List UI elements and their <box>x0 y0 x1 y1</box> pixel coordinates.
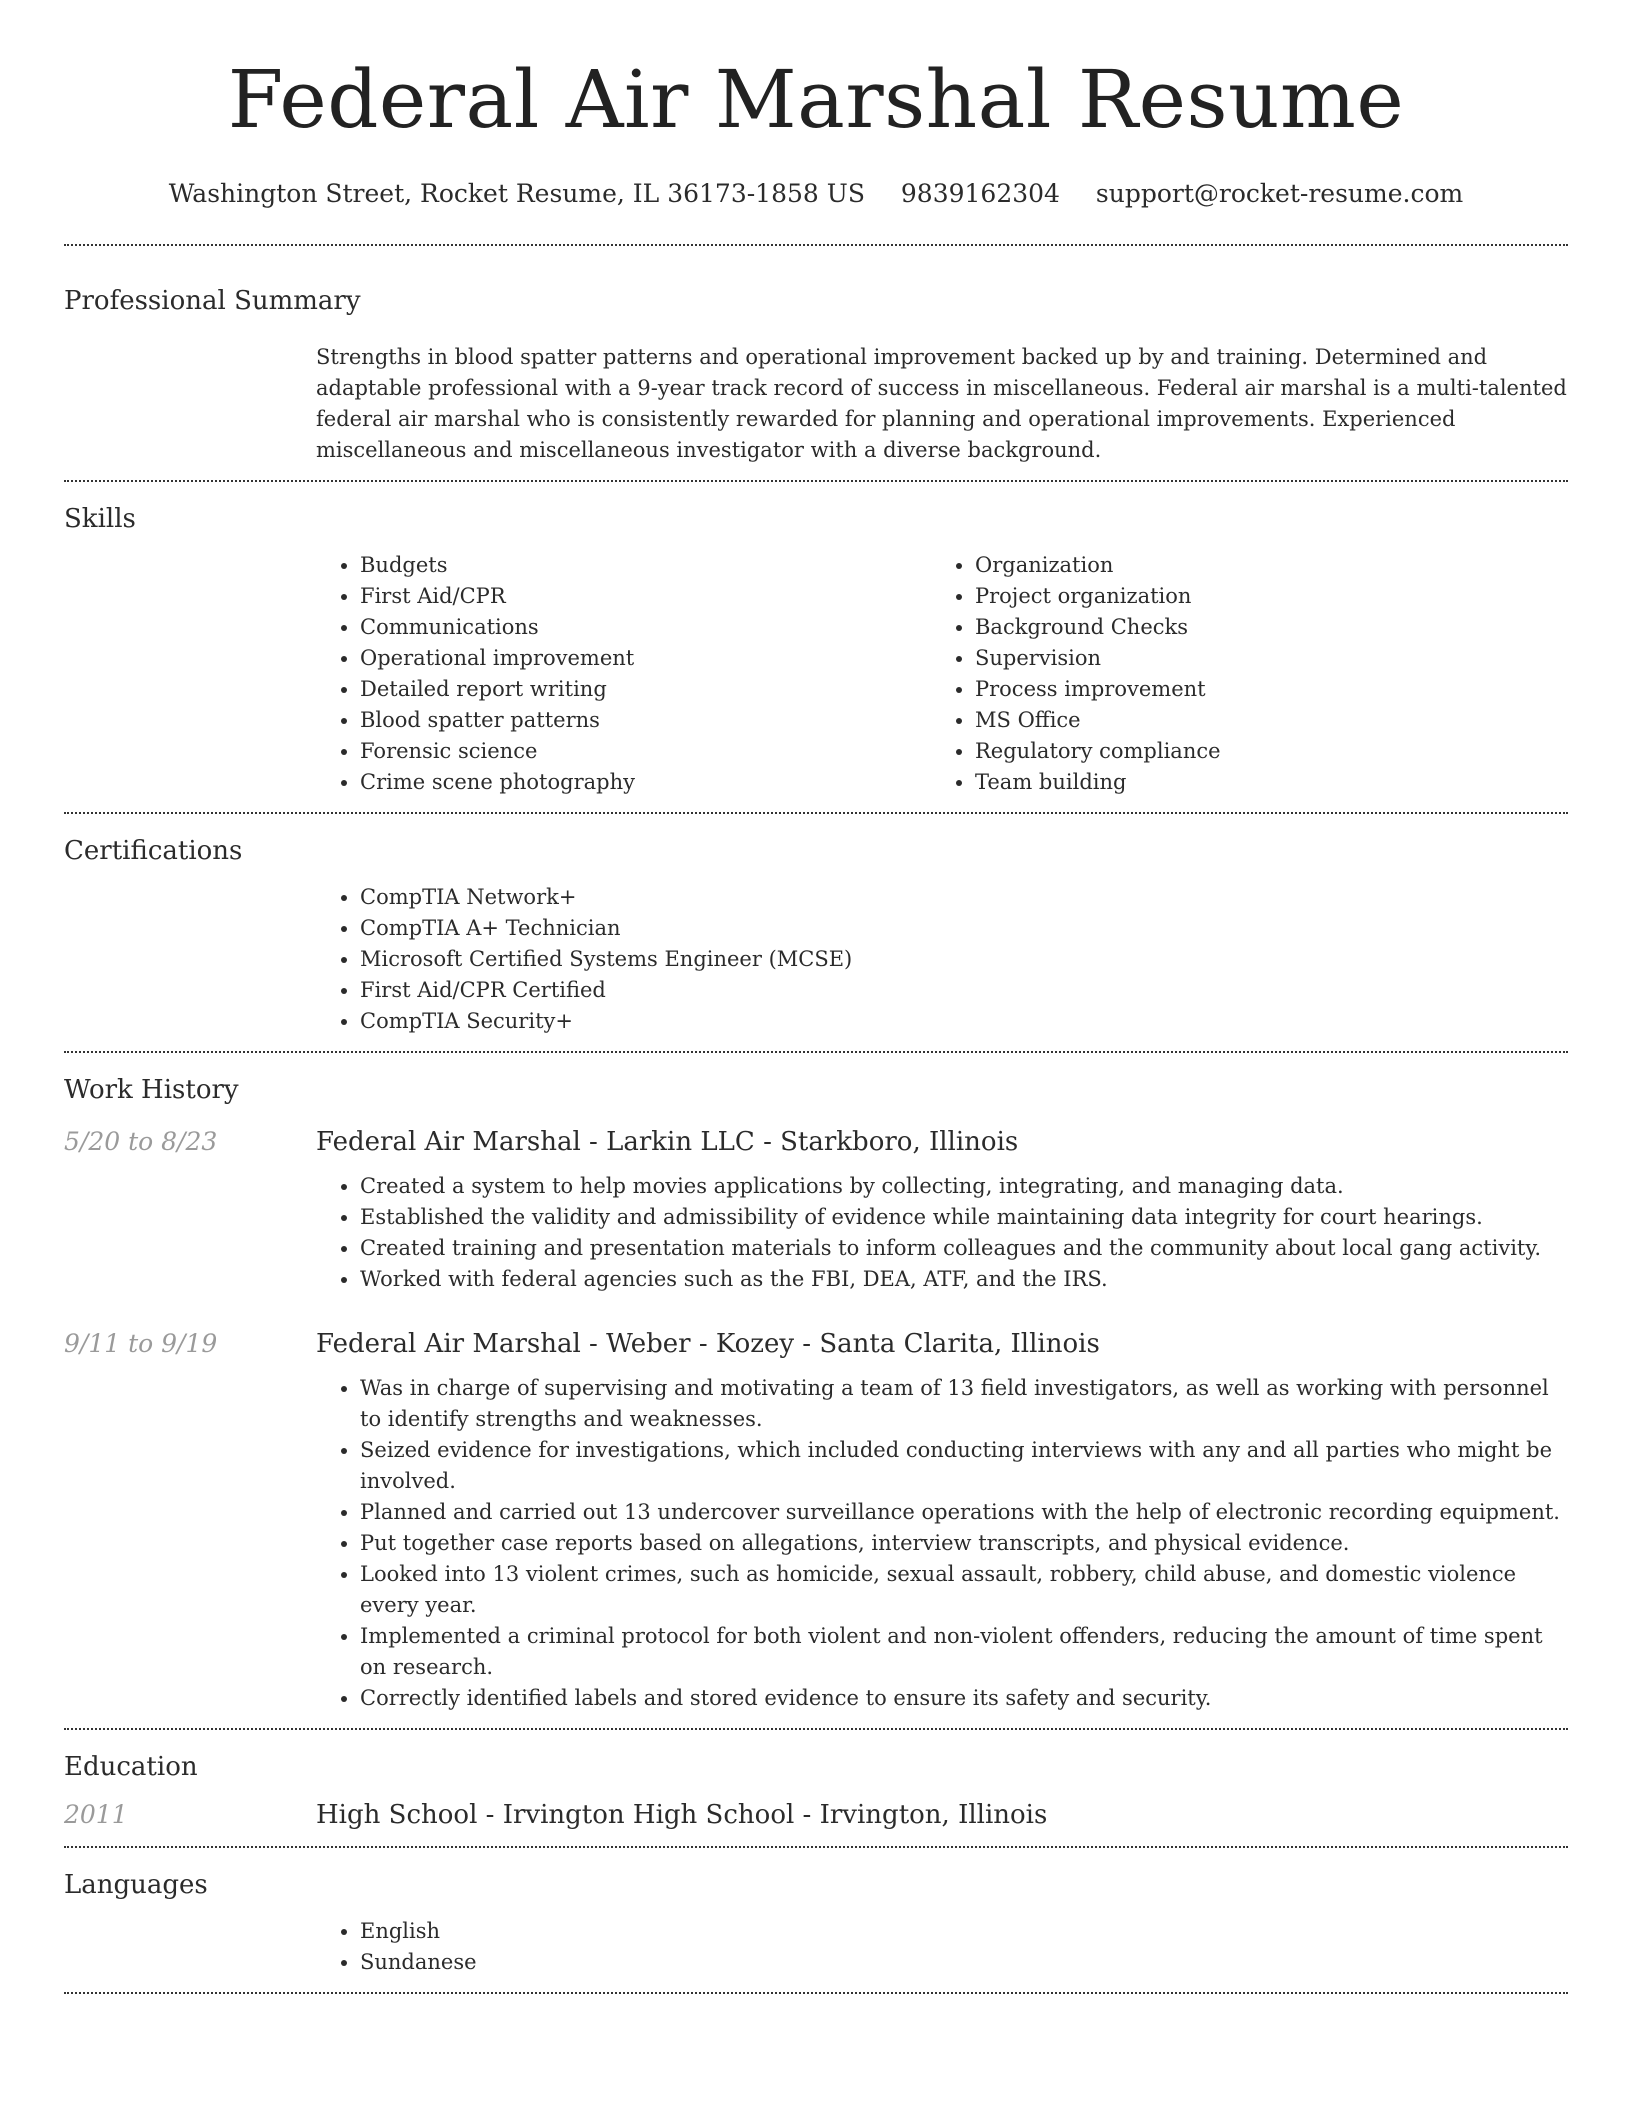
certifications-title: Certifications <box>64 836 243 866</box>
work-entry-main <box>316 1125 1568 1295</box>
skill-item: • Team building <box>975 767 1546 798</box>
skill-item: • MS Office <box>975 705 1546 736</box>
work-bullet: • Looked into 13 violent crimes, such as homicide, sexual assault, robbery, child abuse, and domestic violence every year. <box>360 1559 1568 1621</box>
work-bullet: • Was in charge of supervising and motivating a team of 13 field investigators, as well as working with personnel to identify strengths and weaknesses. <box>360 1373 1568 1435</box>
contact-line <box>64 178 1568 210</box>
certifications-list <box>316 882 1568 1037</box>
language-item: • English <box>360 1916 1568 1947</box>
work-entry-title: Federal Air Marshal - Weber - Kozey - Santa Clarita, Illinois <box>316 1329 1100 1359</box>
skill-item: • First Aid/CPR <box>360 581 931 612</box>
work-bullet: • Planned and carried out 13 undercover surveillance operations with the help of electronic recording equipment. <box>360 1497 1568 1528</box>
certification-item: • First Aid/CPR Certified <box>360 975 1568 1006</box>
certifications-body <box>316 882 1568 1037</box>
education-section <box>64 1730 1568 1846</box>
skills-title: Skills <box>64 504 136 534</box>
certification-item: • Microsoft Certified Systems Engineer (MCSE) <box>360 944 1568 975</box>
languages-section <box>64 1848 1568 1992</box>
language-item: • Sundanese <box>360 1947 1568 1978</box>
work-bullet: • Implemented a criminal protocol for both violent and non-violent offenders, reducing the amount of time spent on research. <box>360 1621 1568 1683</box>
languages-list <box>316 1916 1568 1978</box>
certification-item: • CompTIA A+ Technician <box>360 913 1568 944</box>
resume-header <box>64 0 1568 210</box>
skills-list-right <box>931 550 1546 798</box>
skill-item: • Project organization <box>975 581 1546 612</box>
certifications-section <box>64 814 1568 1051</box>
skill-item: • Budgets <box>360 550 931 581</box>
resume-title: Federal Air Marshal Resume <box>227 53 1405 146</box>
work-entry <box>64 1125 1568 1295</box>
summary-title: Professional Summary <box>64 286 361 316</box>
work-history-section <box>64 1053 1568 1728</box>
contact-email: support@rocket-resume.com <box>1095 179 1464 208</box>
work-entry-bullets <box>316 1171 1568 1295</box>
education-title: Education <box>64 1752 198 1782</box>
skill-item: • Detailed report writing <box>360 674 931 705</box>
work-bullet: • Created training and presentation materials to inform colleagues and the community about local gang activity. <box>360 1233 1568 1264</box>
languages-body <box>316 1916 1568 1978</box>
work-bullet: • Seized evidence for investigations, which included conducting interviews with any and all parties who might be involved. <box>360 1435 1568 1497</box>
work-entry-title: Federal Air Marshal - Larkin LLC - Starkboro, Illinois <box>316 1127 1019 1157</box>
work-history-title: Work History <box>64 1075 239 1105</box>
skill-item: • Process improvement <box>975 674 1546 705</box>
skills-list-left <box>316 550 931 798</box>
skills-body <box>316 550 1568 798</box>
skill-item: • Forensic science <box>360 736 931 767</box>
skill-item: • Background Checks <box>975 612 1546 643</box>
certification-item: • CompTIA Security+ <box>360 1006 1568 1037</box>
summary-section <box>64 246 1568 480</box>
languages-title: Languages <box>64 1870 208 1900</box>
education-entry-year: 2011 <box>64 1800 128 1829</box>
work-bullet: • Established the validity and admissibility of evidence while maintaining data integrity for court hearings. <box>360 1202 1568 1233</box>
work-entry-dates: 5/20 to 8/23 <box>64 1127 218 1156</box>
contact-address: Washington Street, Rocket Resume, IL 36173-1858 US <box>168 179 865 208</box>
work-entry-bullets <box>316 1373 1568 1714</box>
skill-item: • Blood spatter patterns <box>360 705 931 736</box>
work-bullet: • Created a system to help movies applications by collecting, integrating, and managing data. <box>360 1171 1568 1202</box>
skill-item: • Regulatory compliance <box>975 736 1546 767</box>
work-bullet: • Put together case reports based on allegations, interview transcripts, and physical evidence. <box>360 1528 1568 1559</box>
skill-item: • Organization <box>975 550 1546 581</box>
summary-body <box>316 342 1568 466</box>
work-bullet: • Worked with federal agencies such as the FBI, DEA, ATF, and the IRS. <box>360 1264 1568 1295</box>
skill-item: • Operational improvement <box>360 643 931 674</box>
skill-item: • Supervision <box>975 643 1546 674</box>
work-entry-dates: 9/11 to 9/19 <box>64 1329 218 1358</box>
education-entry-main <box>316 1798 1568 1832</box>
skill-item: • Communications <box>360 612 931 643</box>
certification-item: • CompTIA Network+ <box>360 882 1568 913</box>
skills-section <box>64 482 1568 812</box>
skills-grid <box>316 550 1568 798</box>
skill-item: • Crime scene photography <box>360 767 931 798</box>
section-divider <box>64 1992 1568 1994</box>
work-entry-main <box>316 1327 1568 1714</box>
contact-phone: 9839162304 <box>900 179 1060 208</box>
education-entry-title: High School - Irvington High School - Irvington, Illinois <box>316 1800 1048 1830</box>
summary-text: Strengths in blood spatter patterns and operational improvement backed up by and training. Determined and adaptable professional with a 9-year track record of success in miscellaneous. Federal air marshal is a multi-talented federal air marshal who is consistently rewarded for planning and operational improvements. Experienced miscellaneous and miscellaneous investigator with a diverse background. <box>316 345 1567 462</box>
work-entry <box>64 1327 1568 1714</box>
education-entry <box>64 1798 1568 1832</box>
work-bullet: • Correctly identified labels and stored evidence to ensure its safety and security. <box>360 1683 1568 1714</box>
